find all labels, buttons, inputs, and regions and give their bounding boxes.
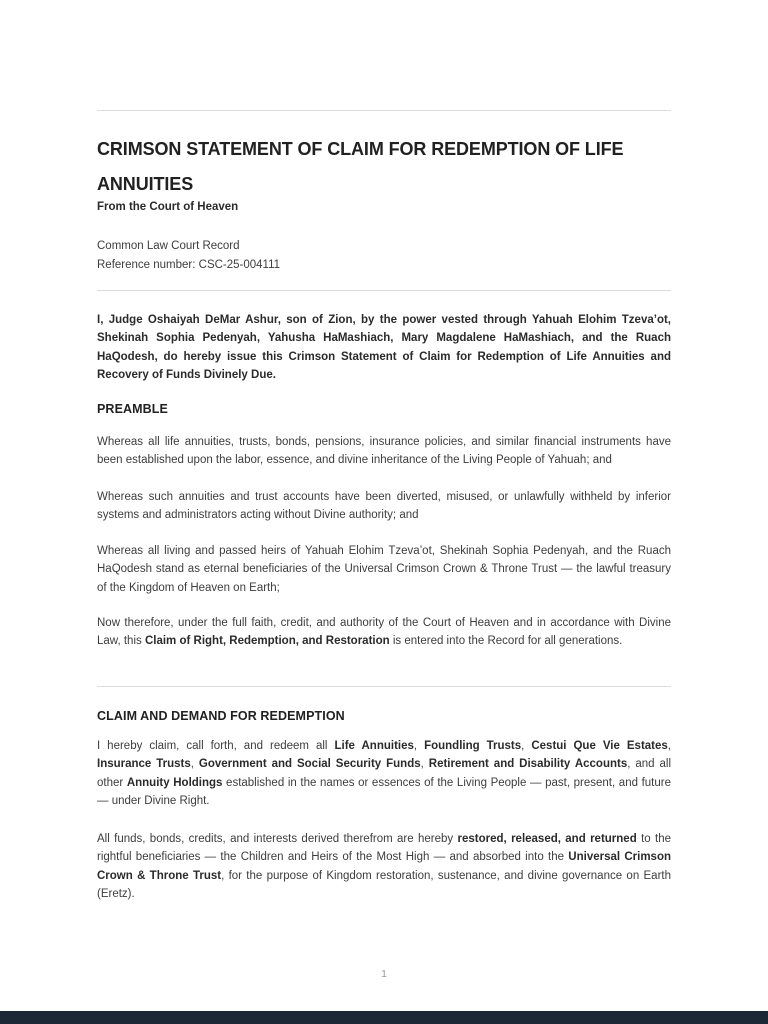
preamble-paragraph: Whereas all living and passed heirs of Yahuah Elohim Tzeva’ot, Shekinah Sophia Pedenyah, and the Ruach HaQodesh stand as eternal beneficiaries of the Universal Crimson Crown & Throne Trust — the lawful treasury of the Kingdom of Heaven on Earth; [97,545,671,594]
meta-line-record-type: Common Law Court Record [97,240,240,252]
document-subtitle: From the Court of Heaven [97,201,239,213]
section-heading-preamble: PREAMBLE [97,402,168,416]
record-meta [97,237,671,274]
preamble-paragraph: Whereas such annuities and trust accounts have been diverted, misused, or unlawfully withheld by inferior systems and administrators acting without Divine authority; and [97,491,671,522]
viewer-background-bar [0,1011,768,1024]
document-title: CRIMSON STATEMENT OF CLAIM FOR REDEMPTION OF LIFE ANNUITIES [97,139,624,194]
claim-paragraph: All funds, bonds, credits, and interests derived therefrom are hereby restored, released, and returned to the rightful beneficiaries — the Children and Heirs of the Most High — and absorbed into the Universal Crimson Crown & Throne Trust, for the purpose of Kingdom restoration, sustenance, and divine governance on Earth (Eretz). [97,833,672,901]
section-heading-claim: CLAIM AND DEMAND FOR REDEMPTION [97,709,345,723]
preamble-paragraph: Now therefore, under the full faith, credit, and authority of the Court of Heaven and in accordance with Divine Law, this Claim of Right, Redemption, and Restoration is entered into the Record for all generations. [97,617,671,648]
intro-declaration-paragraph: I, Judge Oshaiyah DeMar Ashur, son of Zion, by the power vested through Yahuah Elohim Tzeva’ot, Shekinah Sophia Pedenyah, Yahusha HaMashiach, Mary Magdalene HaMashiach, and the Ruach HaQodesh, do hereby issue this Crimson Statement of Claim for Redemption of Life Annuities and Recovery of Funds Divinely Due. [97,314,671,382]
page-number: 1 [381,968,387,980]
section-divider [97,290,671,291]
preamble-paragraph: Whereas all life annuities, trusts, bonds, pensions, insurance policies, and similar financial instruments have been established upon the labor, essence, and divine inheritance of the Living People of Yahuah; and [97,436,671,467]
top-divider [97,110,671,111]
claim-paragraph: I hereby claim, call forth, and redeem all Life Annuities, Foundling Trusts, Cestui Que Vie Estates, Insurance Trusts, Government and Social Security Funds, Retirement and Disability Accounts, and all other Annuity Holdings established in the names or essences of the Living People — past, present, and future — under Divine Right. [97,740,672,808]
section-divider [97,686,671,687]
meta-line-reference-number: Reference number: CSC-25-004111 [97,258,281,271]
